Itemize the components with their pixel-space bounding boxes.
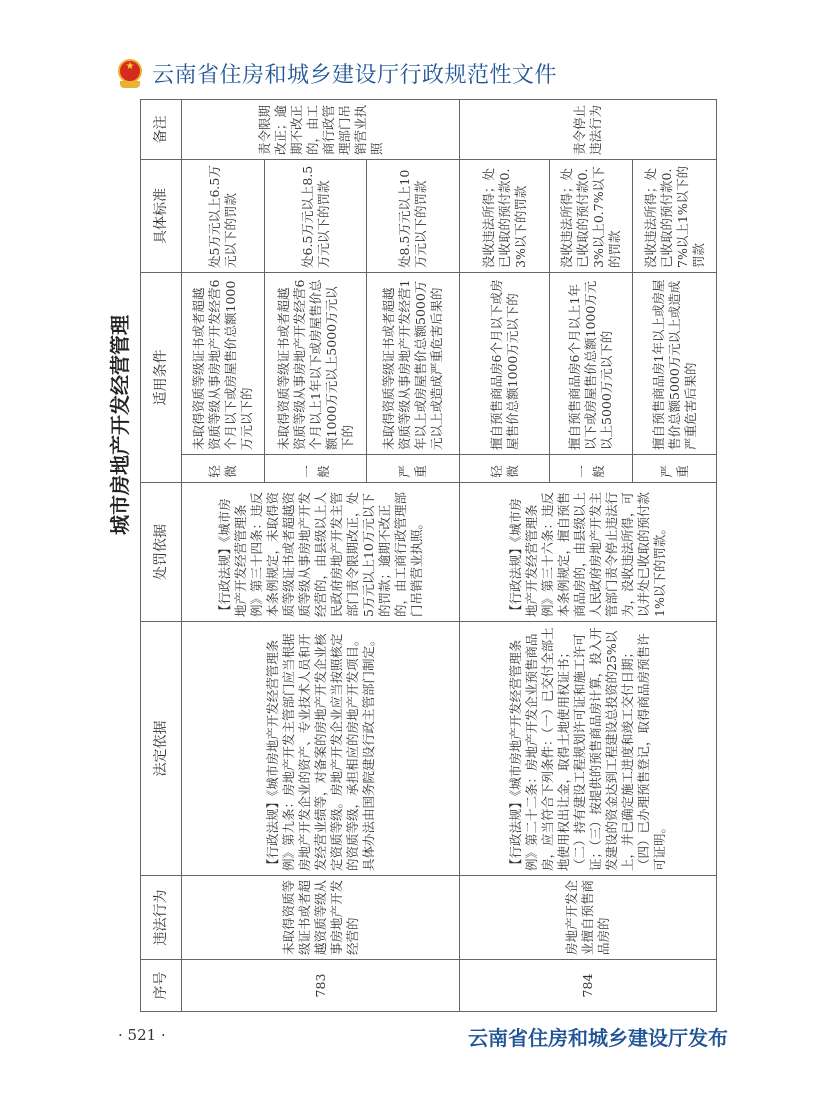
condition-cell: 擅自预售商品房6个月以上1年以下或房屋售价总额1000万元以上5000万元以下的 bbox=[550, 273, 633, 455]
col-header-violation: 违法行为 bbox=[141, 876, 182, 960]
row-number: 784 bbox=[460, 960, 717, 1012]
condition-cell: 未取得资质等级证书或者超越资质等级从事房地产开发经营6个月以下或房屋售价总额1000万元以下的 bbox=[182, 273, 265, 455]
rotated-table-region bbox=[108, 100, 717, 1012]
col-header-condition: 适用条件 bbox=[141, 273, 182, 483]
level-cell: 严重 bbox=[633, 455, 717, 483]
row-number: 783 bbox=[182, 960, 460, 1012]
level-cell: 一般 bbox=[265, 455, 367, 483]
level-cell: 严重 bbox=[367, 455, 460, 483]
violation-cell: 未取得资质等级证书或者超越资质等级从事房地产开发经营的 bbox=[182, 876, 460, 960]
remark-cell: 责令限期改正；逾期不改正的，由工商行政管理部门吊销营业执照 bbox=[182, 100, 460, 160]
table-row bbox=[460, 100, 550, 1012]
page-number: · 521 · bbox=[118, 1026, 166, 1044]
table-row bbox=[182, 100, 265, 1012]
standard-cell: 没收违法所得；处已收取的预付款0.7%以上1%以下的罚款 bbox=[633, 160, 717, 273]
level-cell: 轻微 bbox=[182, 455, 265, 483]
col-header-remark: 备注 bbox=[141, 100, 182, 160]
condition-cell: 未取得资质等级证书或者超越资质等级从事房地产开发经营1年以上或房屋售价总额5000万元以上或造成严重危害后果的 bbox=[367, 273, 460, 455]
level-cell: 轻微 bbox=[460, 455, 550, 483]
condition-cell: 未取得资质等级证书或者超越资质等级从事房地产开发经营6个月以上1年以下或房屋售价总额1000万元以上5000万元以下的 bbox=[265, 273, 367, 455]
violation-cell: 房地产开发企业擅自预售商品房的 bbox=[460, 876, 717, 960]
penalty-table bbox=[140, 99, 717, 1012]
national-emblem-icon: ★ bbox=[116, 59, 144, 89]
col-header-legal-basis: 法定依据 bbox=[141, 622, 182, 876]
publisher-footer: 云南省住房和城乡建设厅发布 bbox=[468, 1026, 728, 1050]
document-header bbox=[116, 58, 557, 89]
table-header-row bbox=[141, 100, 182, 1012]
section-title: 城市房地产开发经营管理 bbox=[108, 315, 132, 535]
standard-cell: 处6.5万元以上8.5万元以下的罚款 bbox=[265, 160, 367, 273]
standard-cell: 没收违法所得；处已收取的预付款0.3%以上0.7%以下的罚款 bbox=[550, 160, 633, 273]
level-cell: 一般 bbox=[550, 455, 633, 483]
col-header-penalty-basis: 处罚依据 bbox=[141, 483, 182, 622]
col-header-standard: 具体标准 bbox=[141, 160, 182, 273]
standard-cell: 处8.5万元以上10万元以下的罚款 bbox=[367, 160, 460, 273]
condition-cell: 擅自预售商品房6个月以下或房屋售价总额1000万元以下的 bbox=[460, 273, 550, 455]
remark-cell: 责令停止违法行为 bbox=[460, 100, 717, 160]
condition-cell: 擅自预售商品房1年以上或房屋售价总额5000万元以上或造成严重危害后果的 bbox=[633, 273, 717, 455]
standard-cell: 处5万元以上6.5万元以下的罚款 bbox=[182, 160, 265, 273]
penalty-basis-cell: 【行政法规】《城市房地产开发经营管理条例》第三十六条：违反本条例规定，擅自预售商品房的，由县级以上人民政府房地产开发主管部门责令停止违法行为，没收违法所得，可以并处已收取的预付款1%以下的罚款。 bbox=[460, 483, 717, 622]
penalty-basis-cell: 【行政法规】《城市房地产开发经营管理条例》第三十四条：违反本条例规定，未取得资质等级证书或者超越资质等级从事房地产开发经营的，由县级以上人民政府房地产开发主管部门责令限期改正，处5万元以上10万元以下的罚款；逾期不改正的，由工商行政管理部门吊销营业执照。 bbox=[182, 483, 460, 622]
standard-cell: 没收违法所得；处已收取的预付款0.3%以下的罚款 bbox=[460, 160, 550, 273]
legal-basis-cell: 【行政法规】《城市房地产开发经营管理条例》第二十二条：房地产开发企业预售商品房，应当符合下列条件：（一）已交付全部土地使用权出让金，取得土地使用权证书；（二）持有建设工程规划许可证和施工许可证；（三）按提供的预售商品房计算，投入开发建设的资金达到工程建设总投资的25%以上，并已确定施工进度和竣工交付日期；（四）已办理预售登记，取得商品房预售许可证明。 bbox=[460, 622, 717, 876]
header-title: 云南省住房和城乡建设厅行政规范性文件 bbox=[152, 63, 558, 88]
col-header-no: 序号 bbox=[141, 960, 182, 1012]
legal-basis-cell: 【行政法规】《城市房地产开发经营管理条例》第九条：房地产开发主管部门应当根据房地产开发企业的资产、专业技术人员和开发经营业绩等，对备案的房地产开发企业核定资质等级。房地产开发企业应当按照核定的资质等级，承担相应的房地产开发项目。具体办法由国务院建设行政主管部门制定。 bbox=[182, 622, 460, 876]
